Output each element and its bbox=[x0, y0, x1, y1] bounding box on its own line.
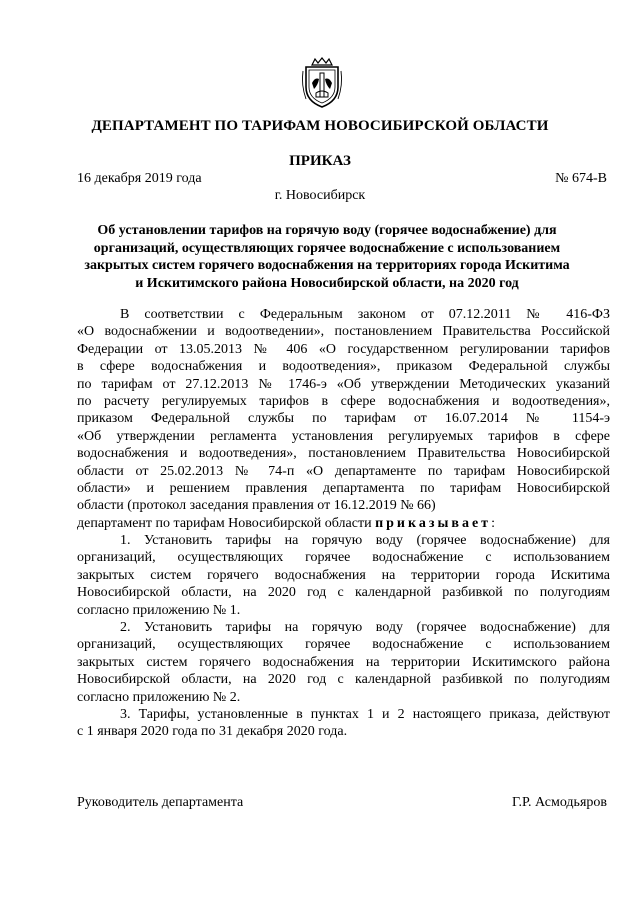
preamble-line: области от 25.02.2013 № 74-п «О департаменте по тарифам Новосибирской bbox=[77, 463, 610, 479]
item-2-line: 2. Установить тарифы на горячую воду (горячее водоснабжение) для bbox=[120, 620, 610, 636]
decree-prefix: департамент по тарифам Новосибирской области bbox=[77, 515, 376, 531]
preamble-line: «Об утверждении регламента установления регулируемых тарифов в сфере bbox=[77, 428, 610, 444]
decree-line bbox=[77, 515, 610, 532]
decree-keyword: приказывает bbox=[375, 515, 492, 531]
item-3-line: 3. Тарифы, установленные в пунктах 1 и 2 настоящего приказа, действуют bbox=[120, 706, 610, 722]
preamble-line: по расчету регулируемых тарифов в сфере водоснабжения и водоотведения», bbox=[77, 393, 610, 409]
document-type: ПРИКАЗ bbox=[289, 153, 351, 169]
item-1-line: закрытых систем горячего водоснабжения на территории города Искитима bbox=[77, 567, 610, 583]
item-2-line: организаций, осуществляющих горячее водоснабжение с использованием bbox=[77, 637, 610, 653]
document-city: г. Новосибирск bbox=[274, 188, 366, 203]
item-2-line: закрытых систем горячего водоснабжения на территории Искитимского района bbox=[77, 654, 610, 670]
item-1-line: Новосибирской области, на 2020 год с календарной разбивкой по полугодиям bbox=[77, 585, 610, 601]
department-title: ДЕПАРТАМЕНТ ПО ТАРИФАМ НОВОСИБИРСКОЙ ОБЛАСТИ bbox=[91, 118, 549, 134]
preamble-line: по тарифам от 27.12.2013 № 1746-э «Об утверждении Методических указаний bbox=[77, 376, 610, 392]
item-3-line: с 1 января 2020 года по 31 декабря 2020 года. bbox=[77, 724, 348, 740]
preamble-line: приказом Федеральной службы по тарифам от 16.07.2014 № 1154-э bbox=[77, 411, 610, 427]
preamble-line: В соответствии с Федеральным законом от 07.12.2011 № 416-ФЗ bbox=[120, 307, 610, 322]
preamble-line: Федерации от 13.05.2013 № 406 «О государственном регулировании тарифов bbox=[77, 341, 610, 357]
preamble-line: области (протокол заседания правления от 16.12.2019 № 66) bbox=[77, 498, 436, 514]
preamble-line: водоснабжения и водоотведения», постановлением Правительства Новосибирской bbox=[77, 446, 610, 462]
item-1-line: организаций, осуществляющих горячее водоснабжение с использованием bbox=[77, 550, 610, 566]
signer-position: Руководитель департамента bbox=[77, 795, 244, 810]
preamble-line: области» и решением правления департамента по тарифам Новосибирской bbox=[77, 480, 610, 496]
document-number: № 674-В bbox=[555, 171, 607, 186]
document-body bbox=[77, 306, 610, 741]
decree-suffix: : bbox=[491, 515, 495, 531]
item-2-line: согласно приложению № 2. bbox=[77, 689, 241, 705]
subject-line: организаций, осуществляющих горячее водоснабжение с использованием bbox=[93, 240, 561, 256]
subject-line: Об установлении тарифов на горячую воду (горячее водоснабжение) для bbox=[97, 223, 557, 238]
coat-of-arms-icon bbox=[300, 57, 344, 109]
signer-name: Г.Р. Асмодьяров bbox=[511, 795, 607, 810]
subject-line: и Искитимского района Новосибирской области, на 2020 год bbox=[135, 275, 519, 291]
subject-line: закрытых систем горячего водоснабжения на территориях города Искитима bbox=[84, 258, 570, 273]
item-1-line: согласно приложению № 1. bbox=[77, 602, 241, 618]
preamble-line: в сфере водоснабжения и водоотведения», приказом Федеральной службы bbox=[77, 359, 610, 375]
document-subject bbox=[75, 222, 579, 292]
preamble-line: «О водоснабжении и водоотведении», постановлением Правительства Российской bbox=[77, 324, 610, 340]
item-1-line: 1. Установить тарифы на горячую воду (горячее водоснабжение) для bbox=[120, 533, 610, 549]
document-date: 16 декабря 2019 года bbox=[77, 171, 202, 186]
item-2-line: Новосибирской области, на 2020 год с календарной разбивкой по полугодиям bbox=[77, 672, 610, 688]
